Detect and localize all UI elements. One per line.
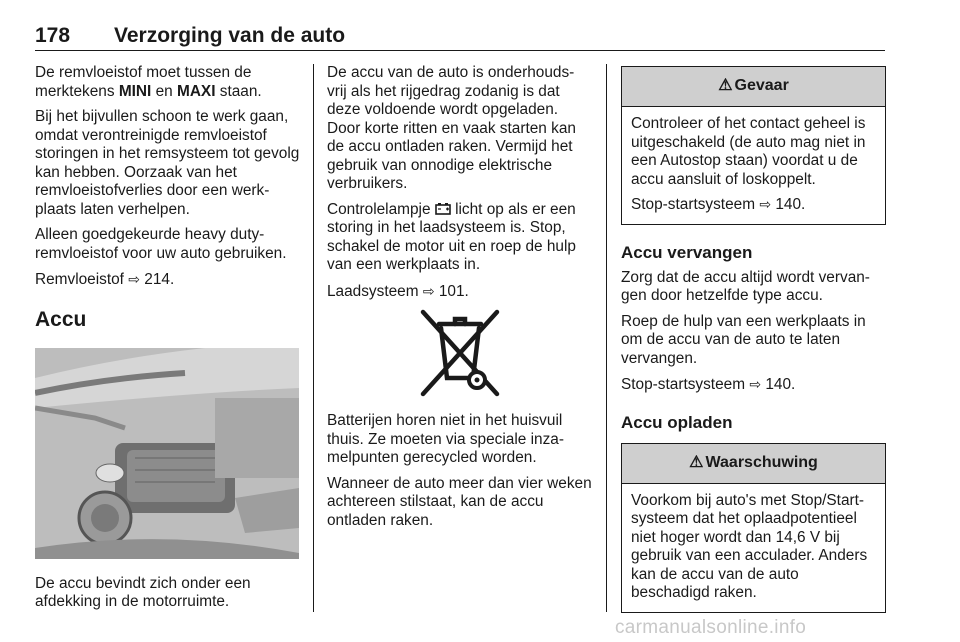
- page-number: 178: [35, 24, 71, 47]
- arrow-right-icon: ⇨: [749, 376, 762, 392]
- column-divider: [606, 64, 607, 612]
- warning-triangle-icon: ⚠: [689, 453, 704, 471]
- danger-text: Controleer of het contact geheel is uitgeschakeld (de auto mag niet in een Autostop staan) voordat u de accu aansluit of loskoppelt.: [631, 115, 866, 188]
- page-header: [35, 24, 885, 51]
- paragraph-heavy-duty: Alleen goedgekeurde heavy duty-remvloeistof voor uw auto gebruiken.: [35, 226, 287, 262]
- paragraph-battery-disposal: Batterijen horen niet in het huisvuil thuis. Ze moeten via speciale inza-melpunten gerecycled worden.: [327, 412, 564, 466]
- watermark: carmanualsonline.info: [615, 617, 807, 638]
- column-divider: [313, 64, 314, 612]
- warning-triangle-icon: ⚠: [718, 77, 733, 95]
- heading-accu-vervangen: Accu vervangen: [621, 242, 753, 262]
- cross-reference-charging[interactable]: Laadsysteem ⇨ 101.: [327, 282, 469, 300]
- section-heading-accu: Accu: [35, 307, 87, 331]
- danger-box-header: ⚠ Gevaar: [622, 67, 885, 107]
- paragraph-charging-light: Controlelampje licht op als er een storing in het laadsysteem is. Stop, schakel de motor uit en roep de hulp van een werkplaats in.: [327, 200, 576, 273]
- column-3: [621, 66, 886, 613]
- paragraph-same-type: Zorg dat de accu altijd wordt vervan-gen door hetzelfde type accu.: [621, 268, 870, 304]
- warning-box-header: ⚠ Waarschuwing: [622, 444, 885, 484]
- cross-reference-stop-start[interactable]: Stop-startsysteem ⇨ 140.: [621, 376, 796, 393]
- arrow-right-icon: ⇨: [422, 282, 435, 299]
- crossed-bin-recycle-icon: [327, 308, 592, 398]
- warning-text: Voorkom bij auto's met Stop/Start-systeem dat het oplaadpotentieel niet hoger wordt dan 14,6 V bij gebruik van een acculader. Anders kan de accu van de auto beschadigd raken.: [631, 491, 868, 601]
- paragraph-maintenance-free: De accu van de auto is onderhouds-vrij als het rijgedrag zodanig is dat deze voldoende wordt opgeladen. Door korte ritten en vaak starten kan de accu ontladen raken. Vermijd het gebruik van onnodige elektrische verbruikers.: [327, 64, 576, 192]
- arrow-right-icon: ⇨: [128, 271, 140, 287]
- photo-caption: De accu bevindt zich onder een afdekking in de motorruimte.: [35, 574, 251, 610]
- paragraph-brake-fluid-level: De remvloeistof moet tussen de merktekens MINI en MAXI staan.: [35, 64, 262, 100]
- paragraph-workshop: Roep de hulp van een werkplaats in om de accu van de auto te laten vervangen.: [621, 312, 866, 367]
- column-2: [327, 64, 592, 537]
- warning-box: [621, 443, 886, 613]
- column-1: [35, 64, 300, 619]
- arrow-right-icon: ⇨: [759, 196, 772, 212]
- paragraph-long-standstill: Wanneer de auto meer dan vier weken achtereen stilstaat, kan de accu ontladen raken.: [327, 474, 592, 529]
- cross-reference-stop-start[interactable]: Stop-startsysteem ⇨ 140.: [631, 196, 806, 213]
- heading-accu-opladen: Accu opladen: [621, 412, 733, 432]
- page-title: Verzorging van de auto: [114, 24, 346, 47]
- paragraph-refill-clean: Bij het bijvullen schoon te werk gaan, omdat verontreinigde remvloeistof storingen in het remsysteem tot gevolg kan hebben. Oorzaak van het remvloeistofverlies door een werk-plaats laten verhelpen.: [35, 108, 300, 218]
- engine-bay-photo: [35, 348, 299, 559]
- cross-reference-brake-fluid[interactable]: Remvloeistof ⇨ 214.: [35, 271, 175, 288]
- battery-warning-icon: [435, 202, 451, 215]
- danger-box: [621, 66, 886, 225]
